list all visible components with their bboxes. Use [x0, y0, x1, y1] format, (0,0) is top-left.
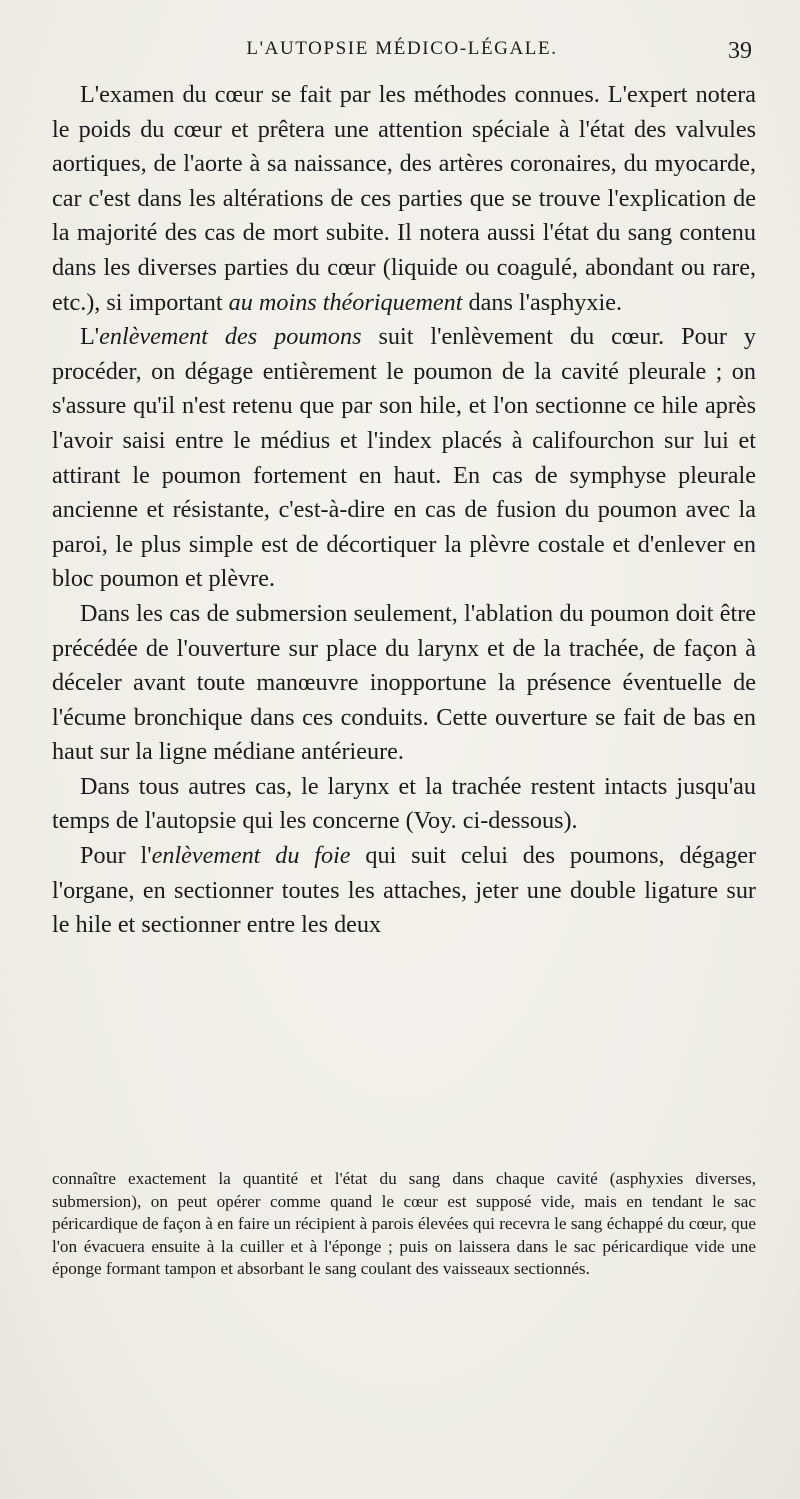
- paragraph-liver-removal: [52, 839, 756, 943]
- italic-phrase: enlèvement du foie: [151, 842, 351, 870]
- footnote-text: connaître exactement la quantité et l'état du sang dans chaque cavité (asphyxies diverses, submersion), on peut opérer comme quand le cœur est supposé vide, mais en tendant le sac péricardique de façon à en faire un récipient à parois élevées qui recevra le sang échappé du cœur, que l'on évacuera ensuite à la cuiller et à l'éponge ; puis on laissera dans le sac péricardique vide une éponge formant tampon et absorbant le sang coulant des vaisseaux sectionnés.: [52, 1169, 756, 1279]
- paragraph-text: Dans les cas de submersion seulement, l'ablation du poumon doit être précédée de l'ouverture sur place du larynx et de la trachée, de façon à déceler avant toute manœuvre inopportune la présence éventuelle de l'écume bronchique dans ces conduits. Cette ouverture se fait de bas en haut sur la ligne médiane antérieure.: [52, 599, 756, 766]
- paragraph-text: L': [80, 323, 100, 351]
- running-title: L'AUTOPSIE MÉDICO-LÉGALE.: [246, 38, 558, 59]
- paragraph-heart-exam: [52, 78, 756, 320]
- paragraph-text: L'examen du cœur se fait par les méthodes connues. L'expert notera le poids du cœur et prêtera une attention spéciale à l'état des valvules aortiques, de l'aorte à sa naissance, des artères coronaires, du myocarde, car c'est dans les altérations de ces parties que se trouve l'explication de la majorité des cas de mort subite. Il notera aussi l'état du sang contenu dans les diverses parties du cœur (liquide ou coagulé, abondant ou rare, etc.), si important: [52, 81, 756, 316]
- paragraph-text: Pour l': [80, 842, 152, 870]
- paragraph-submersion: [52, 597, 756, 770]
- page-header: [52, 38, 752, 68]
- italic-phrase: enlèvement des poumons: [99, 323, 362, 351]
- paragraph-text: dans l'asphyxie.: [462, 288, 623, 316]
- paragraph-lung-removal: [52, 320, 756, 597]
- paragraph-text: suit l'enlèvement du cœur. Pour y procéder, on dégage entièrement le poumon de la cavité pleurale ; on s'assure qu'il n'est retenu que par son hile, et l'on sectionne ce hile après l'avoir saisi entre le médius et l'index placés à califourchon sur lui et attirant le poumon fortement en haut. En cas de symphyse pleurale ancienne et résistante, c'est-à-dire en cas de fusion du poumon avec la paroi, le plus simple est de décortiquer la plèvre costale et d'enlever en bloc poumon et plèvre.: [52, 323, 756, 593]
- main-text: [52, 78, 756, 943]
- page-number: 39: [728, 38, 752, 64]
- paragraph-other-cases: [52, 770, 756, 839]
- paragraph-text: qui suit celui des poumons, dégager l'organe, en sectionner toutes les attaches, jeter une double ligature sur le hile et sectionner entre les deux: [52, 842, 756, 939]
- paragraph-text: Dans tous autres cas, le larynx et la trachée restent intacts jusqu'au temps de l'autopsie qui les concerne (Voy. ci-dessous).: [52, 772, 756, 835]
- italic-phrase: au moins théoriquement: [228, 288, 463, 316]
- footnote: [52, 1168, 756, 1281]
